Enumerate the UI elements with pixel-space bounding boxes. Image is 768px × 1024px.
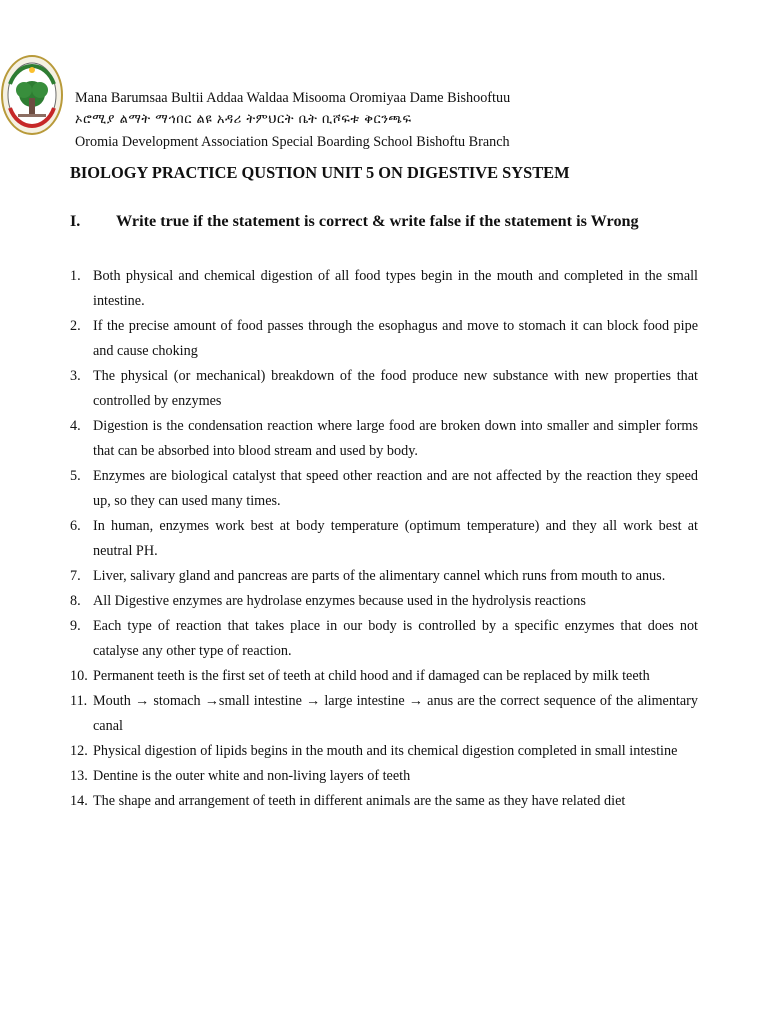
section-number: I. [70, 212, 81, 230]
question-item [70, 564, 698, 589]
question-item [70, 764, 698, 789]
question-text: Dentine is the outer white and non-living layers of teeth [93, 768, 411, 784]
question-number: 3. [70, 368, 81, 384]
question-item [70, 264, 698, 314]
question-number: 14. [70, 793, 88, 809]
question-number: 5. [70, 468, 81, 484]
question-text: Each type of reaction that takes place in our body is controlled by a specific enzymes that does not catalyse any other type of reaction. [93, 618, 698, 659]
question-number: 7. [70, 568, 81, 584]
section-heading [70, 206, 698, 236]
question-item [70, 364, 698, 414]
header-english-name: Oromia Development Association Special Boarding School Bishoftu Branch [75, 134, 510, 150]
question-text: Digestion is the condensation reaction where large food are broken down into smaller and simpler forms that can be absorbed into blood stream and used by body. [93, 418, 698, 459]
question-item [70, 589, 698, 614]
question-text: If the precise amount of food passes through the esophagus and move to stomach it can block food pipe and cause choking [93, 318, 698, 359]
question-item [70, 789, 698, 814]
question-item [70, 514, 698, 564]
question-item [70, 689, 698, 739]
question-text: Physical digestion of lipids begins in the mouth and its chemical digestion completed in small intestine [93, 743, 678, 759]
question-number: 8. [70, 593, 81, 609]
question-item [70, 614, 698, 664]
question-item [70, 664, 698, 689]
question-number: 1. [70, 268, 81, 284]
question-number: 11. [70, 693, 88, 709]
question-item [70, 314, 698, 364]
section-instruction: Write true if the statement is correct & write false if the statement is Wrong [116, 212, 639, 230]
header-amharic-name: ኦሮሚያ ልማት ማኅበር ልዩ አዳሪ ትምህርት ቤት ቢሾፍቱ ቅርንጫፍ [75, 112, 412, 127]
question-item [70, 739, 698, 764]
question-number: 10. [70, 668, 88, 684]
header-oromo-name: Mana Barumsaa Bultii Addaa Waldaa Misooma Oromiyaa Dame Bishooftuu [75, 90, 511, 106]
question-text: All Digestive enzymes are hydrolase enzymes because used in the hydrolysis reactions [93, 593, 586, 609]
question-text: Liver, salivary gland and pancreas are parts of the alimentary cannel which runs from mouth to anus. [93, 568, 666, 584]
question-text: Enzymes are biological catalyst that speed other reaction and are not affected by the reaction they speed up, so they can used many times. [93, 468, 698, 509]
question-text: The physical (or mechanical) breakdown of the food produce new substance with new properties that controlled by enzymes [93, 368, 698, 409]
question-number: 6. [70, 518, 81, 534]
school-logo [0, 54, 64, 136]
question-text: Mouth → stomach →small intestine → large intestine → anus are the correct sequence of the alimentary canal [93, 693, 698, 734]
question-item [70, 464, 698, 514]
question-text: In human, enzymes work best at body temperature (optimum temperature) and they all work best at neutral PH. [93, 518, 698, 559]
question-number: 13. [70, 768, 88, 784]
question-text: The shape and arrangement of teeth in different animals are the same as they have related diet [93, 793, 626, 809]
question-number: 2. [70, 318, 81, 334]
document-title: BIOLOGY PRACTICE QUSTION UNIT 5 ON DIGESTIVE SYSTEM [70, 163, 570, 182]
school-header [75, 87, 715, 153]
question-number: 4. [70, 418, 81, 434]
question-number: 9. [70, 618, 81, 634]
question-text: Both physical and chemical digestion of all food types begin in the mouth and completed in the small intestine. [93, 268, 698, 309]
question-number: 12. [70, 743, 88, 759]
question-item [70, 414, 698, 464]
question-text: Permanent teeth is the first set of teeth at child hood and if damaged can be replaced by milk teeth [93, 668, 650, 684]
question-list [70, 264, 698, 814]
